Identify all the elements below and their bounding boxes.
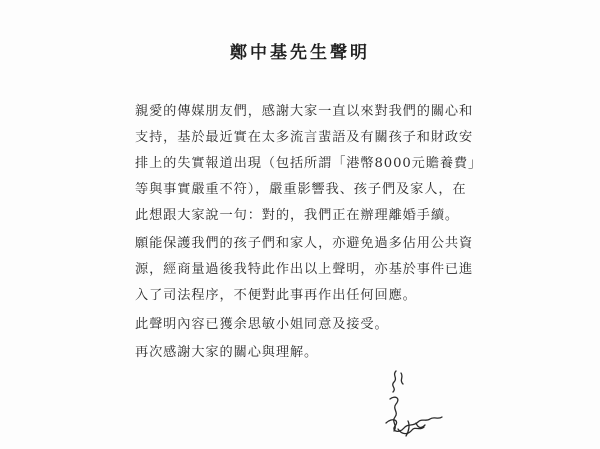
- statement-paragraph-1: 親愛的傳媒朋友們，感謝大家一直以來對我們的關心和支持，基於最近實在太多流言蜚語及有關孩子和財政安排上的失實報道出現（包括所謂「港幣8000元贍養費」等與事實嚴重不符），嚴重影響我、孩子們及家人，在此想跟大家說一句：對的，我們正在辦理離婚手續。: [135, 104, 476, 223]
- statement-paragraph-3: 此聲明內容已獲余思敏小姐同意及接受。: [135, 317, 389, 332]
- statement-paragraph-4: 再次感謝大家的關心與理解。: [135, 345, 319, 360]
- statement-paragraph-2: 願能保護我們的孩子們和家人，亦避免過多佔用公共資源，經商量過後我特此作出以上聲明，亦基於事件已進入了司法程序，不便對此事再作出任何回應。: [135, 236, 474, 303]
- handwritten-signature: [368, 365, 448, 445]
- statement-title: 鄭中基先生聲明: [230, 43, 370, 63]
